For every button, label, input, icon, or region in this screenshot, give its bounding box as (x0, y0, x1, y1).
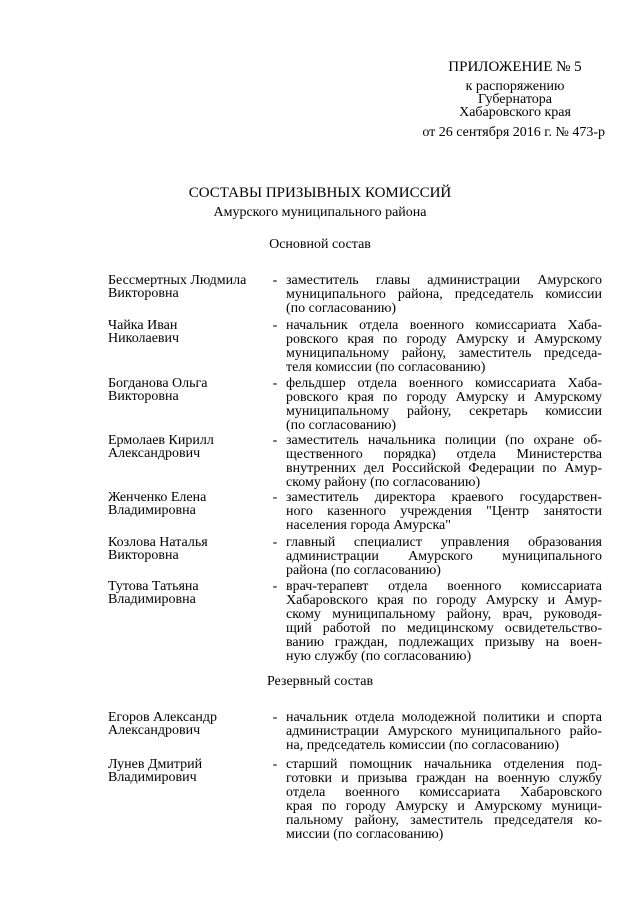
appendix-line-2: Губернатора (477, 92, 553, 107)
member-position-line: врач-терапевт отдела военного комиссариата (286, 579, 602, 594)
member-position (286, 377, 602, 433)
member-position (286, 434, 602, 490)
member-position-line: заместитель начальника полиции (по охране об- (286, 433, 602, 448)
member-position-line: пальному району, заместитель председателя ко- (286, 813, 602, 828)
member-patronymic: Викторовна (108, 389, 179, 404)
member-position-line: ровского края по городу Амурску и Амурскому (286, 332, 602, 347)
member-dash: - (272, 318, 278, 333)
member-surname-name: Богданова Ольга (108, 376, 208, 391)
member-patronymic: Александрович (108, 723, 201, 738)
member-position (286, 274, 602, 316)
member-patronymic: Владимирович (108, 770, 197, 785)
member-position-line: на, председатель комиссии (по согласованию) (286, 738, 560, 753)
member-surname-name: Лунев Дмитрий (108, 757, 203, 772)
member-patronymic: Викторовна (108, 286, 179, 301)
member-surname-name: Чайка Иван (108, 318, 178, 333)
member-patronymic: Владимировна (108, 503, 196, 518)
member-position-line: готовки и призыва граждан на военную службу (286, 771, 602, 786)
member-position-line: края по городу Амурску и Амурскому муници- (286, 799, 602, 814)
member-position-line: внутренних дел Российской Федерации по Амур- (286, 461, 602, 476)
member-position-line: щий работой по медицинскому освидетельство- (286, 621, 602, 636)
member-position-line: фельдшер отдела военного комиссариата Хаба- (286, 376, 602, 391)
member-position-line: миссии (по согласованию) (286, 827, 444, 842)
member-position-line: начальник отдела молодежной политики и спорта (286, 710, 602, 725)
member-position-line: (по согласованию) (286, 301, 397, 316)
member-patronymic: Николаевич (108, 331, 180, 346)
section-reserve-label: Резервный состав (266, 674, 374, 689)
member-patronymic: Владимировна (108, 592, 196, 607)
member-position-line: ванию граждан, подлежащих призыву на воен- (286, 635, 602, 650)
member-patronymic: Александрович (108, 446, 201, 461)
member-position-line: администрации Амурского муниципального райо- (286, 724, 602, 739)
member-position (286, 536, 602, 578)
member-position-line: скому муниципальному району, врач, руководя- (286, 607, 602, 622)
appendix-number: ПРИЛОЖЕНИЕ № 5 (448, 59, 582, 75)
member-dash: - (272, 757, 278, 772)
member-position (286, 711, 602, 753)
member-dash: - (272, 376, 278, 391)
member-surname-name: Ермолаев Кирилл (108, 433, 214, 448)
member-surname-name: Бессмертных Людмила (108, 273, 247, 288)
appendix-date: от 26 сентября 2016 г. № 473-р (422, 125, 605, 140)
member-dash: - (272, 535, 278, 550)
member-position-line: ную службу (по согласованию) (286, 649, 472, 664)
member-dash: - (272, 490, 278, 505)
appendix-line-3: Хабаровского края (459, 105, 571, 120)
member-dash: - (272, 273, 278, 288)
member-position-line: скому району (по согласованию) (286, 475, 481, 490)
member-dash: - (272, 433, 278, 448)
member-position-line: теля комиссии (по согласованию) (286, 360, 486, 375)
member-position-line: населения города Амурска" (286, 518, 451, 533)
member-position-line: главный специалист управления образования (286, 535, 602, 550)
member-position-line: муниципального района, председатель комиссии (286, 287, 602, 302)
member-position-line: Хабаровского края по городу Амурску и Амур- (286, 593, 602, 608)
member-surname-name: Женченко Елена (108, 490, 207, 505)
member-position-line: ровского края по городу Амурску и Амурскому (286, 390, 602, 405)
member-dash: - (272, 579, 278, 594)
member-position-line: района (по согласованию) (286, 563, 441, 578)
member-position-line: (по согласованию) (286, 418, 397, 433)
member-position-line: заместитель директора краевого государствен- (286, 490, 602, 505)
member-position (286, 758, 602, 842)
member-position-line: муниципальному району, заместитель председа- (286, 346, 602, 361)
section-main-label: Основной состав (269, 237, 371, 252)
page-subtitle: Амурского муниципального района (213, 205, 427, 220)
page-title: СОСТАВЫ ПРИЗЫВНЫХ КОМИССИЙ (188, 185, 452, 201)
member-position-line: начальник отдела военного комиссариата Хаба- (286, 318, 602, 333)
member-position-line: муниципальному району, секретарь комиссии (286, 404, 602, 419)
member-surname-name: Егоров Александр (108, 710, 218, 725)
appendix-header (380, 60, 610, 160)
member-position-line: щественного порядка) отдела Министерства (286, 447, 602, 462)
member-position (286, 319, 602, 375)
member-patronymic: Викторовна (108, 548, 179, 563)
member-position-line: ного казенного учреждения "Центр занятости (286, 504, 602, 519)
member-position-line: администрации Амурского муниципального (286, 549, 602, 564)
appendix-line-1: к распоряжению (465, 79, 565, 94)
member-dash: - (272, 710, 278, 725)
member-position (286, 491, 602, 533)
member-position-line: старший помощник начальника отделения под- (286, 757, 602, 772)
member-surname-name: Козлова Наталья (108, 535, 208, 550)
member-position-line: отдела военного комиссариата Хабаровского (286, 785, 602, 800)
member-position (286, 580, 602, 664)
member-surname-name: Тутова Татьяна (108, 579, 199, 594)
member-position-line: заместитель главы администрации Амурского (286, 273, 602, 288)
